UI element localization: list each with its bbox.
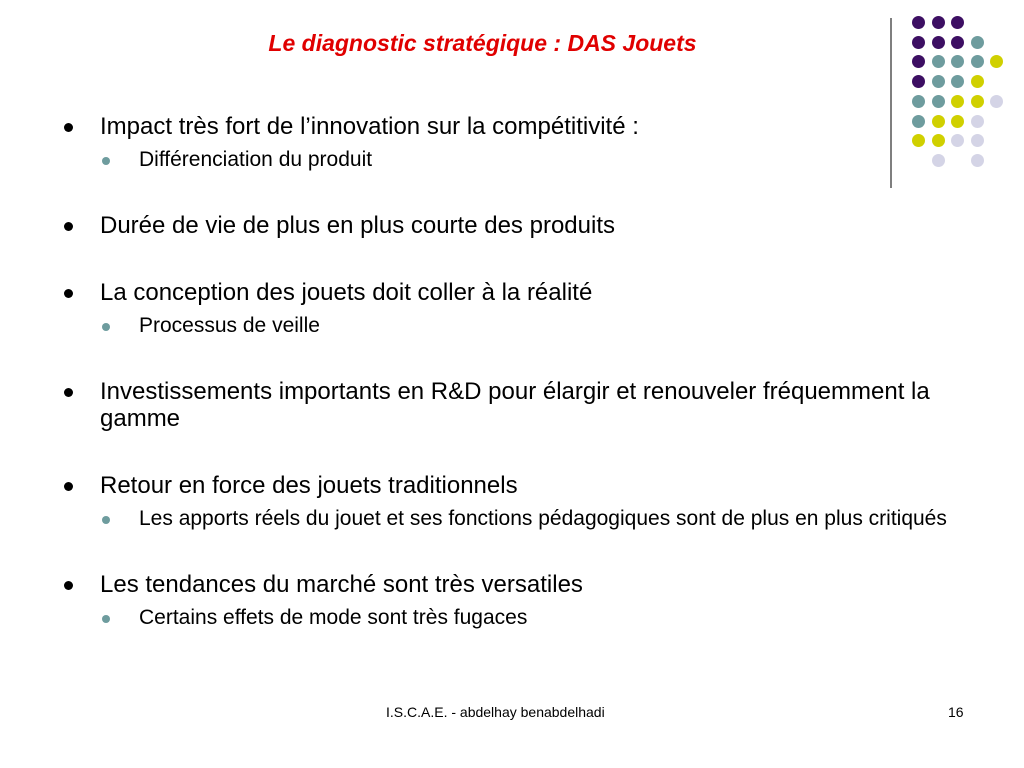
sub-bullet-dot-icon — [102, 615, 110, 623]
bullet-item — [100, 571, 960, 598]
bullet-item — [100, 472, 960, 499]
sub-bullet-dot-icon — [102, 516, 110, 524]
decorative-dot-icon — [951, 36, 964, 49]
bullet-dot-icon — [64, 123, 73, 132]
decorative-dot-icon — [932, 36, 945, 49]
decorative-dot-icon — [951, 95, 964, 108]
bullet-text: Retour en force des jouets traditionnels — [100, 472, 518, 499]
decorative-dot-icon — [971, 154, 984, 167]
decorative-dot-icon — [990, 95, 1003, 108]
decorative-dot-icon — [951, 75, 964, 88]
sub-bullet-dot-icon — [102, 157, 110, 165]
bullet-text: Investissements importants en R&D pour élargir et renouveler fréquemment la gamme — [100, 378, 930, 432]
decorative-dot-icon — [912, 95, 925, 108]
decorative-dot-icon — [912, 16, 925, 29]
decorative-dot-icon — [912, 36, 925, 49]
decorative-dot-icon — [932, 95, 945, 108]
page-number: 16 — [948, 704, 964, 720]
bullet-text: Durée de vie de plus en plus courte des produits — [100, 212, 615, 239]
slide-title: Le diagnostic stratégique : DAS Jouets — [268, 30, 697, 56]
decorative-dot-icon — [912, 75, 925, 88]
decorative-dot-icon — [932, 75, 945, 88]
bullet-text: Impact très fort de l’innovation sur la compétitivité : — [100, 113, 639, 140]
footer-author: I.S.C.A.E. - abdelhay benabdelhadi — [386, 704, 605, 720]
bullet-text: Les tendances du marché sont très versatiles — [100, 571, 583, 598]
decorative-dot-icon — [971, 75, 984, 88]
bullet-item — [100, 212, 960, 239]
decorative-dot-icon — [990, 55, 1003, 68]
decorative-dot-icon — [932, 16, 945, 29]
sub-bullet-text: Certains effets de mode sont très fugaces — [139, 606, 528, 629]
sub-bullet-text: Les apports réels du jouet et ses fonctions pédagogiques sont de plus en plus critiqués — [139, 507, 947, 530]
bullet-list — [0, 113, 960, 630]
bullet-item — [100, 113, 960, 140]
sub-bullet-item — [139, 148, 960, 172]
decorative-dot-icon — [971, 55, 984, 68]
sub-bullet-item — [139, 507, 960, 531]
decorative-dot-icon — [932, 55, 945, 68]
bullet-text: La conception des jouets doit coller à la réalité — [100, 279, 593, 306]
bullet-dot-icon — [64, 482, 73, 491]
decorative-dot-icon — [951, 55, 964, 68]
sub-bullet-dot-icon — [102, 323, 110, 331]
decorative-dot-icon — [971, 36, 984, 49]
bullet-item — [100, 279, 960, 306]
sub-bullet-item — [139, 606, 960, 630]
bullet-dot-icon — [64, 222, 73, 231]
bullet-item — [100, 378, 960, 432]
bullet-dot-icon — [64, 388, 73, 397]
decorative-dot-icon — [951, 16, 964, 29]
sub-bullet-text: Processus de veille — [139, 314, 320, 337]
sub-bullet-text: Différenciation du produit — [139, 148, 373, 171]
decorative-dot-icon — [912, 55, 925, 68]
decorative-dot-icon — [971, 134, 984, 147]
decorative-dot-icon — [971, 95, 984, 108]
sub-bullet-item — [139, 314, 960, 338]
bullet-dot-icon — [64, 289, 73, 298]
bullet-dot-icon — [64, 581, 73, 590]
decorative-dot-icon — [971, 115, 984, 128]
